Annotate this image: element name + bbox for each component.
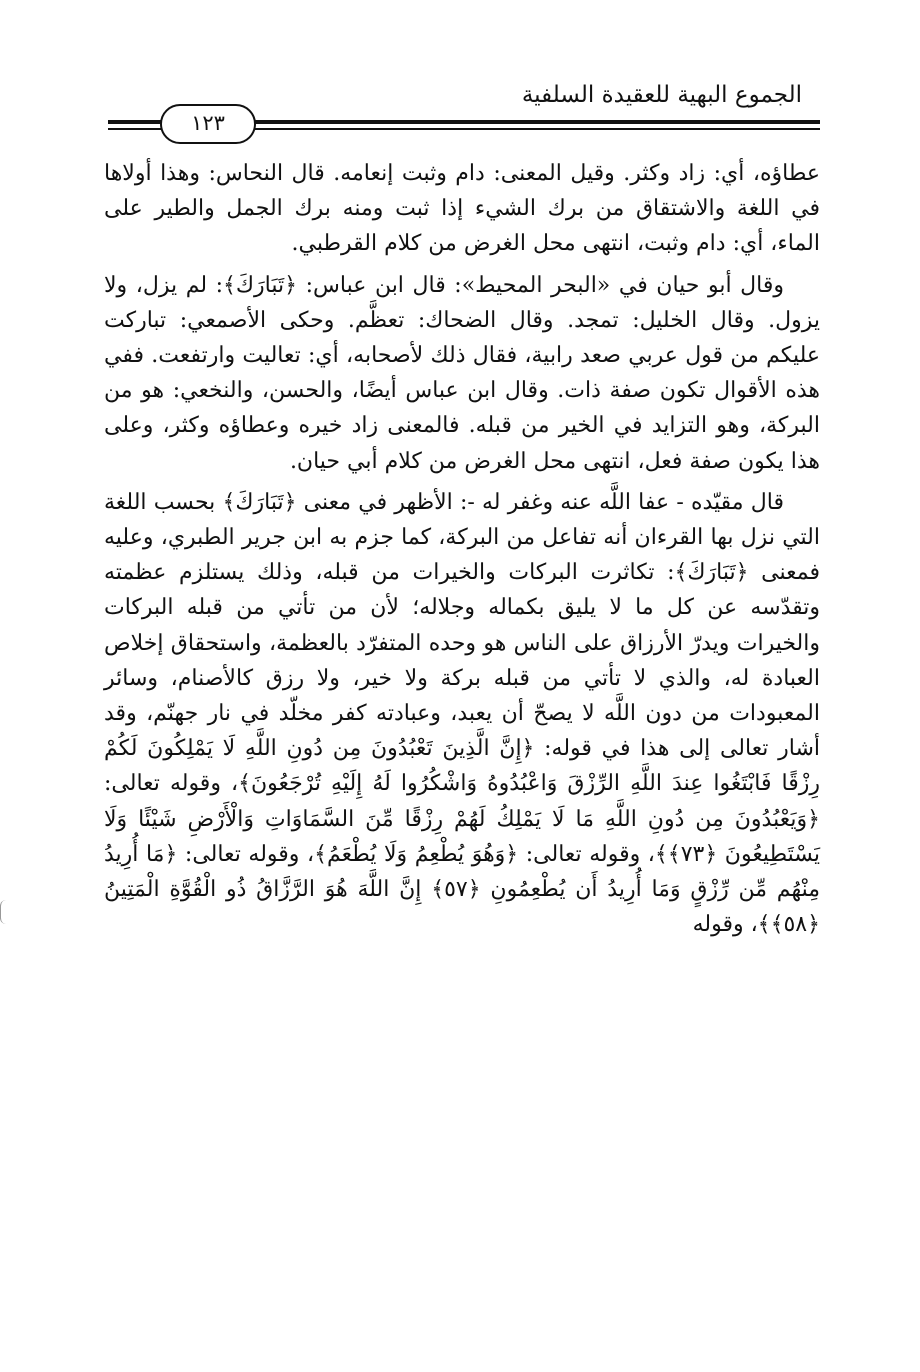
running-header-title: الجموع البهية للعقيدة السلفية xyxy=(521,82,802,108)
margin-mark xyxy=(0,900,7,924)
page-number: ١٢٣ xyxy=(160,104,256,144)
paragraph: قال مقيّده - عفا اللَّه عنه وغفر له -: الأظهر في معنى ﴿تَبَارَكَ﴾ بحسب اللغة التي نزل بها القرءان أنه تفاعل من البركة، كما جزم به ابن جرير الطبري، وعليه فمعنى ﴿تَبَارَكَ﴾: تكاثرت البركات والخيرات من قبله، وذلك يستلزم عظمته وتقدّسه عن كل ما لا يليق بكماله وجلاله؛ لأن من تأتي من قبله البركات والخيرات ويدرّ الأرزاق على الناس هو وحده المتفرّد بالعظمة، واستحقاق إخلاص العبادة له، والذي لا تأتي من قبله بركة ولا خير، ولا رزق كالأصنام، وسائر المعبودات من دون اللَّه لا يصحّ أن يعبد، وعبادته كفر مخلّد في نار جهنّم، وقد أشار تعالى إلى هذا في قوله: ﴿إِنَّ الَّذِينَ تَعْبُدُونَ مِن دُونِ اللَّهِ لَا يَمْلِكُونَ لَكُمْ رِزْقًا فَابْتَغُوا عِندَ اللَّهِ الرِّزْقَ وَاعْبُدُوهُ وَاشْكُرُوا لَهُ إِلَيْهِ تُرْجَعُونَ﴾، وقوله تعالى: ﴿وَيَعْبُدُونَ مِن دُونِ اللَّهِ مَا لَا يَمْلِكُ لَهُمْ رِزْقًا مِّنَ السَّمَاوَاتِ وَالْأَرْضِ شَيْئًا وَلَا يَسْتَطِيعُونَ ﴿٧٣﴾﴾، وقوله تعالى: ﴿وَهُوَ يُطْعِمُ وَلَا يُطْعَمُ﴾، وقوله تعالى: ﴿مَا أُرِيدُ مِنْهُم مِّن رِّزْقٍ وَمَا أُرِيدُ أَن يُطْعِمُونِ ﴿٥٧﴾ إِنَّ اللَّهَ هُوَ الرَّزَّاقُ ذُو الْقُوَّةِ الْمَتِينُ ﴿٥٨﴾﴾، وقوله xyxy=(104,489,821,938)
page-body xyxy=(104,156,820,942)
paragraph: عطاؤه، أي: زاد وكثر. وقيل المعنى: دام وثبت إنعامه. قال النحاس: وهذا أولاها في اللغة والاشتقاق من برك الشيء إذا ثبت ومنه برك الجمل والطير على الماء، أي: دام وثبت، انتهى محل الغرض من كلام القرطبي. xyxy=(104,161,820,257)
paragraph: وقال أبو حيان في «البحر المحيط»: قال ابن عباس: ﴿تَبَارَكَ﴾: لم يزل، ولا يزول. وقال الخليل: تمجد. وقال الضحاك: تعظَّم. وحكى الأصمعي: تباركت عليكم من قول عربي صعد رابية، فقال ذلك لأصحابه، أي: تعاليت وارتفعت. ففي هذه الأقوال تكون صفة ذات. وقال ابن عباس أيضًا، والحسن، والنخعي: هو من البركة، وهو التزايد في الخير من قبله. فالمعنى زاد خيره وعطاؤه وكثر، وعلى هذا يكون صفة فعل، انتهى محل الغرض من كلام أبي حيان. xyxy=(104,272,820,474)
